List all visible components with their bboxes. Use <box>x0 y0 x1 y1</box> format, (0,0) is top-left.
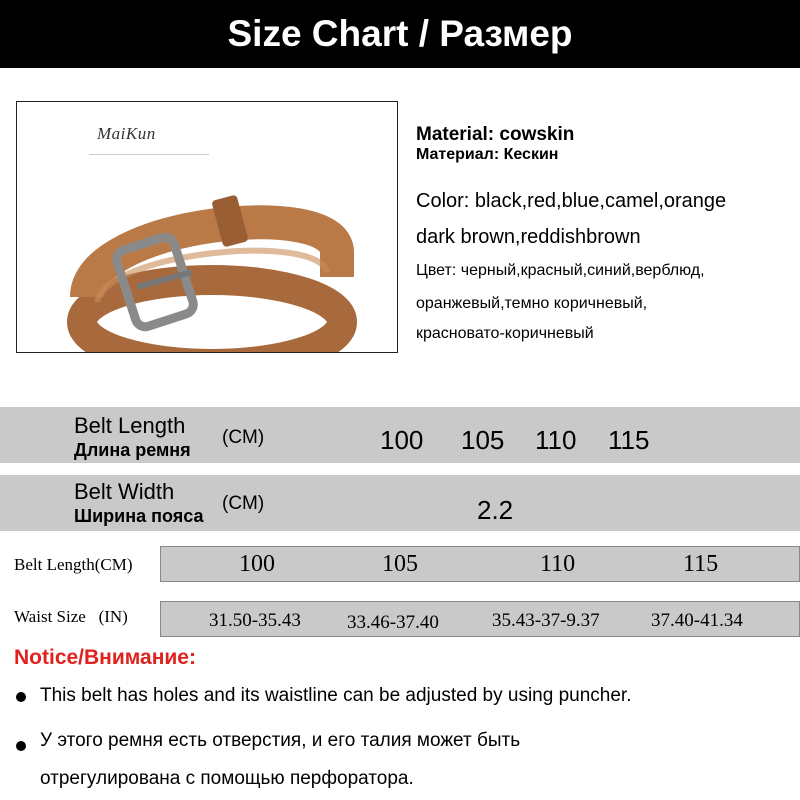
belt-length-value: 100 <box>380 425 424 455</box>
size-table-length-cell: 115 <box>683 551 719 577</box>
color-ru-1: Цвет: черный,красный,синий,верблюд, <box>416 262 705 279</box>
notice-line-3: отрегулирована с помощью перфоратора. <box>40 768 414 789</box>
bullet-icon <box>16 741 26 751</box>
waist-unit-text: (IN) <box>98 607 128 626</box>
belt-length-band <box>0 407 800 463</box>
size-table-length-cell: 110 <box>540 551 576 577</box>
size-table-waist-cell: 35.43-37-9.37 <box>492 610 600 631</box>
waist-label-text: Waist Size <box>14 607 86 626</box>
belt-width-label-en: Belt Width <box>74 479 175 504</box>
belt-length-value: 115 <box>608 425 650 455</box>
size-table-waist-cell: 31.50-35.43 <box>209 610 301 631</box>
size-table-waist-cell: 33.46-37.40 <box>347 612 439 633</box>
bullet-icon <box>16 692 26 702</box>
belt-width-band <box>0 475 800 531</box>
product-photo <box>16 101 398 353</box>
material-en: Material: cowskin <box>416 124 575 145</box>
belt-length-value: 105 <box>461 425 505 455</box>
notice-line-1: This belt has holes and its waistline can be adjusted by using puncher. <box>40 685 632 706</box>
belt-width-label-ru: Ширина пояса <box>74 506 204 526</box>
belt-length-label-ru: Длина ремня <box>74 440 191 460</box>
color-en-1: Color: black,red,blue,camel,orange <box>416 190 727 212</box>
color-ru-3: красновато-коричневый <box>416 325 594 342</box>
belt-coil-outer <box>82 280 342 353</box>
belt-image <box>17 102 398 353</box>
size-table-length-cell: 105 <box>382 551 418 577</box>
notice-line-2: У этого ремня есть отверстия, и его талия может быть <box>40 730 521 751</box>
brand-logo: MaiKun <box>97 124 156 143</box>
page-title: Size Chart / Размер <box>0 0 800 68</box>
material-ru: Материал: Кескин <box>416 146 559 163</box>
size-table-length-label: Belt Length(CM) <box>14 555 133 574</box>
color-ru-2: оранжевый,темно коричневый, <box>416 295 648 312</box>
size-table-length-row <box>160 546 800 582</box>
color-en-2: dark brown,reddishbrown <box>416 226 641 248</box>
belt-length-unit: (CM) <box>222 427 265 448</box>
belt-width-value: 2.2 <box>477 495 514 525</box>
size-table-waist-cell: 37.40-41.34 <box>651 610 743 631</box>
notice-title: Notice/Внимание: <box>14 646 196 669</box>
size-table-waist-row <box>160 601 800 637</box>
size-table-waist-label <box>14 607 128 627</box>
belt-length-label-en: Belt Length <box>74 413 186 438</box>
size-table-length-cell: 100 <box>239 551 275 577</box>
belt-width-unit: (CM) <box>222 493 265 514</box>
belt-length-value: 110 <box>535 425 577 455</box>
